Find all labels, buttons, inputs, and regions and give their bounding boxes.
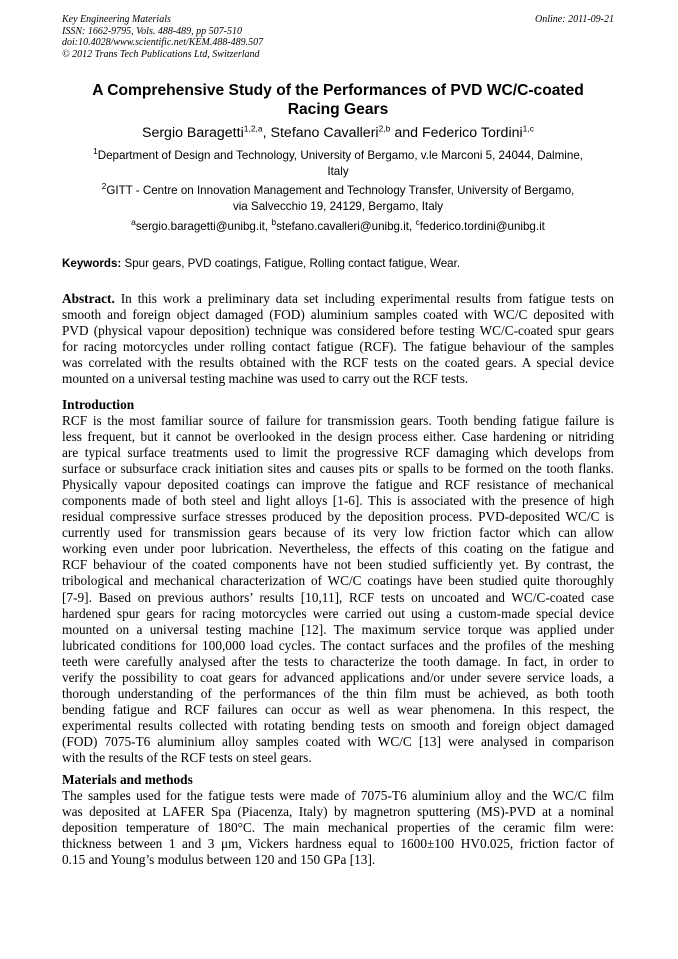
author-emails (62, 219, 614, 235)
abstract-line: for racing motorcycles under rolling contact fatigue (RCF). The fatigue behaviour of the samples (62, 339, 614, 355)
affiliation-text: Department of Design and Technology, University of Bergamo, v.le Marconi 5, 24044, Dalmine, (97, 149, 583, 162)
paragraph-line: verify the possibility to coat gears for advanced applications and/or under severe service loads, a (62, 669, 614, 685)
paragraph-line: [7-9]. Based on previous authors’ results [10,11], RCF tests on uncoated and WC/C-coated case (62, 589, 614, 605)
author-name: Stefano Cavalleri (270, 125, 379, 141)
affiliation-1 (62, 148, 614, 180)
email-mark: a (131, 217, 136, 228)
online-date: Online: 2011-09-21 (535, 14, 614, 25)
title-line-1: A Comprehensive Study of the Performances of PVD WC/C-coated (92, 82, 584, 99)
author-affiliation-mark: 1,2,a (243, 123, 263, 134)
paragraph-line: thorough understanding of the performances of the thin film must be achieved, as both tooth (62, 685, 614, 701)
title-line-2: Racing Gears (287, 101, 389, 118)
author-name: Sergio Baragetti (141, 125, 244, 141)
paragraph-line: teeth were carefully analysed after the tests to characterize the tooth damage. In fact, in order to (62, 653, 614, 669)
issn-line: ISSN: 1662-9795, Vols. 488-489, pp 507-510 (62, 25, 242, 37)
paragraph-line: with the results of the RCF tests on steel gears. (62, 749, 312, 765)
paragraph-line: currently used for transmission gears because of its very low friction factor which can allow (62, 525, 614, 541)
paragraph-line: experimental results collected with rotating bending tests on smooth and foreign object damaged (62, 717, 614, 733)
abstract-line: smooth and foreign object damaged (FOD) aluminium samples coated with WC/C deposited with (62, 307, 614, 323)
keywords (62, 256, 614, 272)
email-mark: b (271, 217, 277, 228)
affiliation-text: GITT - Centre on Innovation Management and Technology Transfer, University of Bergamo, (106, 184, 575, 197)
doi-line: doi:10.4028/www.scientific.net/KEM.488-489.507 (62, 37, 264, 48)
materials-section (62, 788, 614, 868)
paragraph-line: (FOD) 7075-T6 aluminium alloy samples coated with WC/C [13] were analysed in comparison (62, 733, 614, 749)
introduction-section (62, 413, 614, 766)
section-heading-introduction: Introduction (62, 397, 135, 412)
paragraph-line: RCF is the most familiar source of failure for transmission gears. Tooth bending fatigue failure is (62, 413, 614, 428)
paragraph-line: components made of both steel and light alloys [1-6]. This is associated with the presence of high (62, 493, 614, 509)
paragraph-line: are typical surface treatments used to limit the progressive RCF damaging which develops from (62, 445, 614, 461)
author-separator: and (390, 125, 422, 141)
paragraph-line: working even under poor lubrication. Nevertheless, the effects of this coating on the fatigue and (62, 541, 614, 557)
paragraph-line: was deposited at LAFER Spa (Piacenza, Italy) by magnetron sputtering (MS)-PVD at a nominal (62, 804, 614, 820)
author-name: Federico Tordini (421, 125, 523, 141)
paragraph-line: lubricated conditions for 100,000 load cycles. The contact surfaces and the profiles of the meshing (62, 637, 614, 653)
abstract-section (62, 291, 614, 387)
section-heading-materials: Materials and methods (62, 772, 193, 787)
paragraph-line: hardened spur gears for racing motorcycles were carried out using a custom-made special device (62, 605, 614, 621)
paragraph-line: deposition temperature of 180°C. The main mechanical properties of the ceramic film were: (62, 820, 614, 836)
paper-title (62, 81, 614, 119)
paragraph-line: The samples used for the fatigue tests were made of 7075-T6 aluminium alloy and the WC/C film (62, 788, 614, 803)
author-separator: , (262, 125, 271, 141)
email-link[interactable]: sergio.baragetti@unibg.it, (135, 220, 272, 233)
abstract-label: Abstract. (62, 291, 115, 306)
abstract-line: mounted on a universal testing machine was used to carry out the RCF tests. (62, 371, 469, 387)
affiliation-mark: 1 (93, 146, 98, 157)
affiliation-text: via Salvecchio 19, 24129, Bergamo, Italy (232, 200, 444, 213)
paragraph-line: tribological and mechanical characterization of WC/C coatings have been studied quite thoroughly (62, 573, 614, 589)
affiliation-2 (62, 183, 614, 215)
email-link[interactable]: stefano.cavalleri@unibg.it, (276, 220, 416, 233)
paragraph-line: RCF behaviour of the coated components have not been studied sufficiently yet. By contrast, the (62, 557, 614, 573)
paragraph-line: surface or subsurface crack initiation sites and causes pits or spalls to be formed on the tooth flanks. (62, 461, 614, 477)
affiliation-mark: 2 (101, 181, 107, 192)
paragraph-line: residual compressive surface stresses produced by the deposition process. PVD-deposited WC/C is (62, 509, 614, 525)
email-mark: c (415, 217, 420, 228)
abstract-line: was correlated with the results obtained with the RCF tests on the coated gears. A special device (62, 355, 614, 371)
paragraph-line: bending fatigue and RCF failures can occur as well as wear phenomena. In this respect, the (62, 701, 614, 717)
abstract-line: PVD (physical vapour deposition) technique was considered before testing WC/C-coated spur gears (62, 323, 614, 339)
author-affiliation-mark: 2,b (378, 123, 391, 134)
keywords-text: Spur gears, PVD coatings, Fatigue, Rolling contact fatigue, Wear. (121, 257, 461, 270)
paragraph-line: thickness between 1 and 3 μm, Vickers hardness equal to 1600±100 HV0.025, friction factor of (62, 836, 614, 852)
journal-name: Key Engineering Materials (62, 14, 171, 25)
author-list (62, 124, 614, 142)
affiliation-text: Italy (327, 165, 349, 178)
paragraph-line: less frequent, but it cannot be overlooked in the design process either. Case hardening or nitriding (62, 429, 614, 445)
copyright-line: © 2012 Trans Tech Publications Ltd, Switzerland (62, 48, 260, 60)
paragraph-line: mounted on a universal testing machine [12]. The maximum service torque was applied under (62, 621, 614, 637)
keywords-label: Keywords: (62, 257, 122, 270)
email-link[interactable]: federico.tordini@unibg.it (419, 220, 545, 233)
author-affiliation-mark: 1,c (522, 123, 534, 134)
journal-header (62, 14, 614, 60)
paragraph-line: Physically vapour deposited coatings can improve the fatigue and RCF resistance of mechanical (62, 477, 614, 493)
abstract-line: In this work a preliminary data set including experimental results from fatigue tests on (114, 291, 614, 306)
paragraph-line: 0.15 and Young’s modulus between 120 and 150 GPa [13]. (62, 852, 376, 868)
